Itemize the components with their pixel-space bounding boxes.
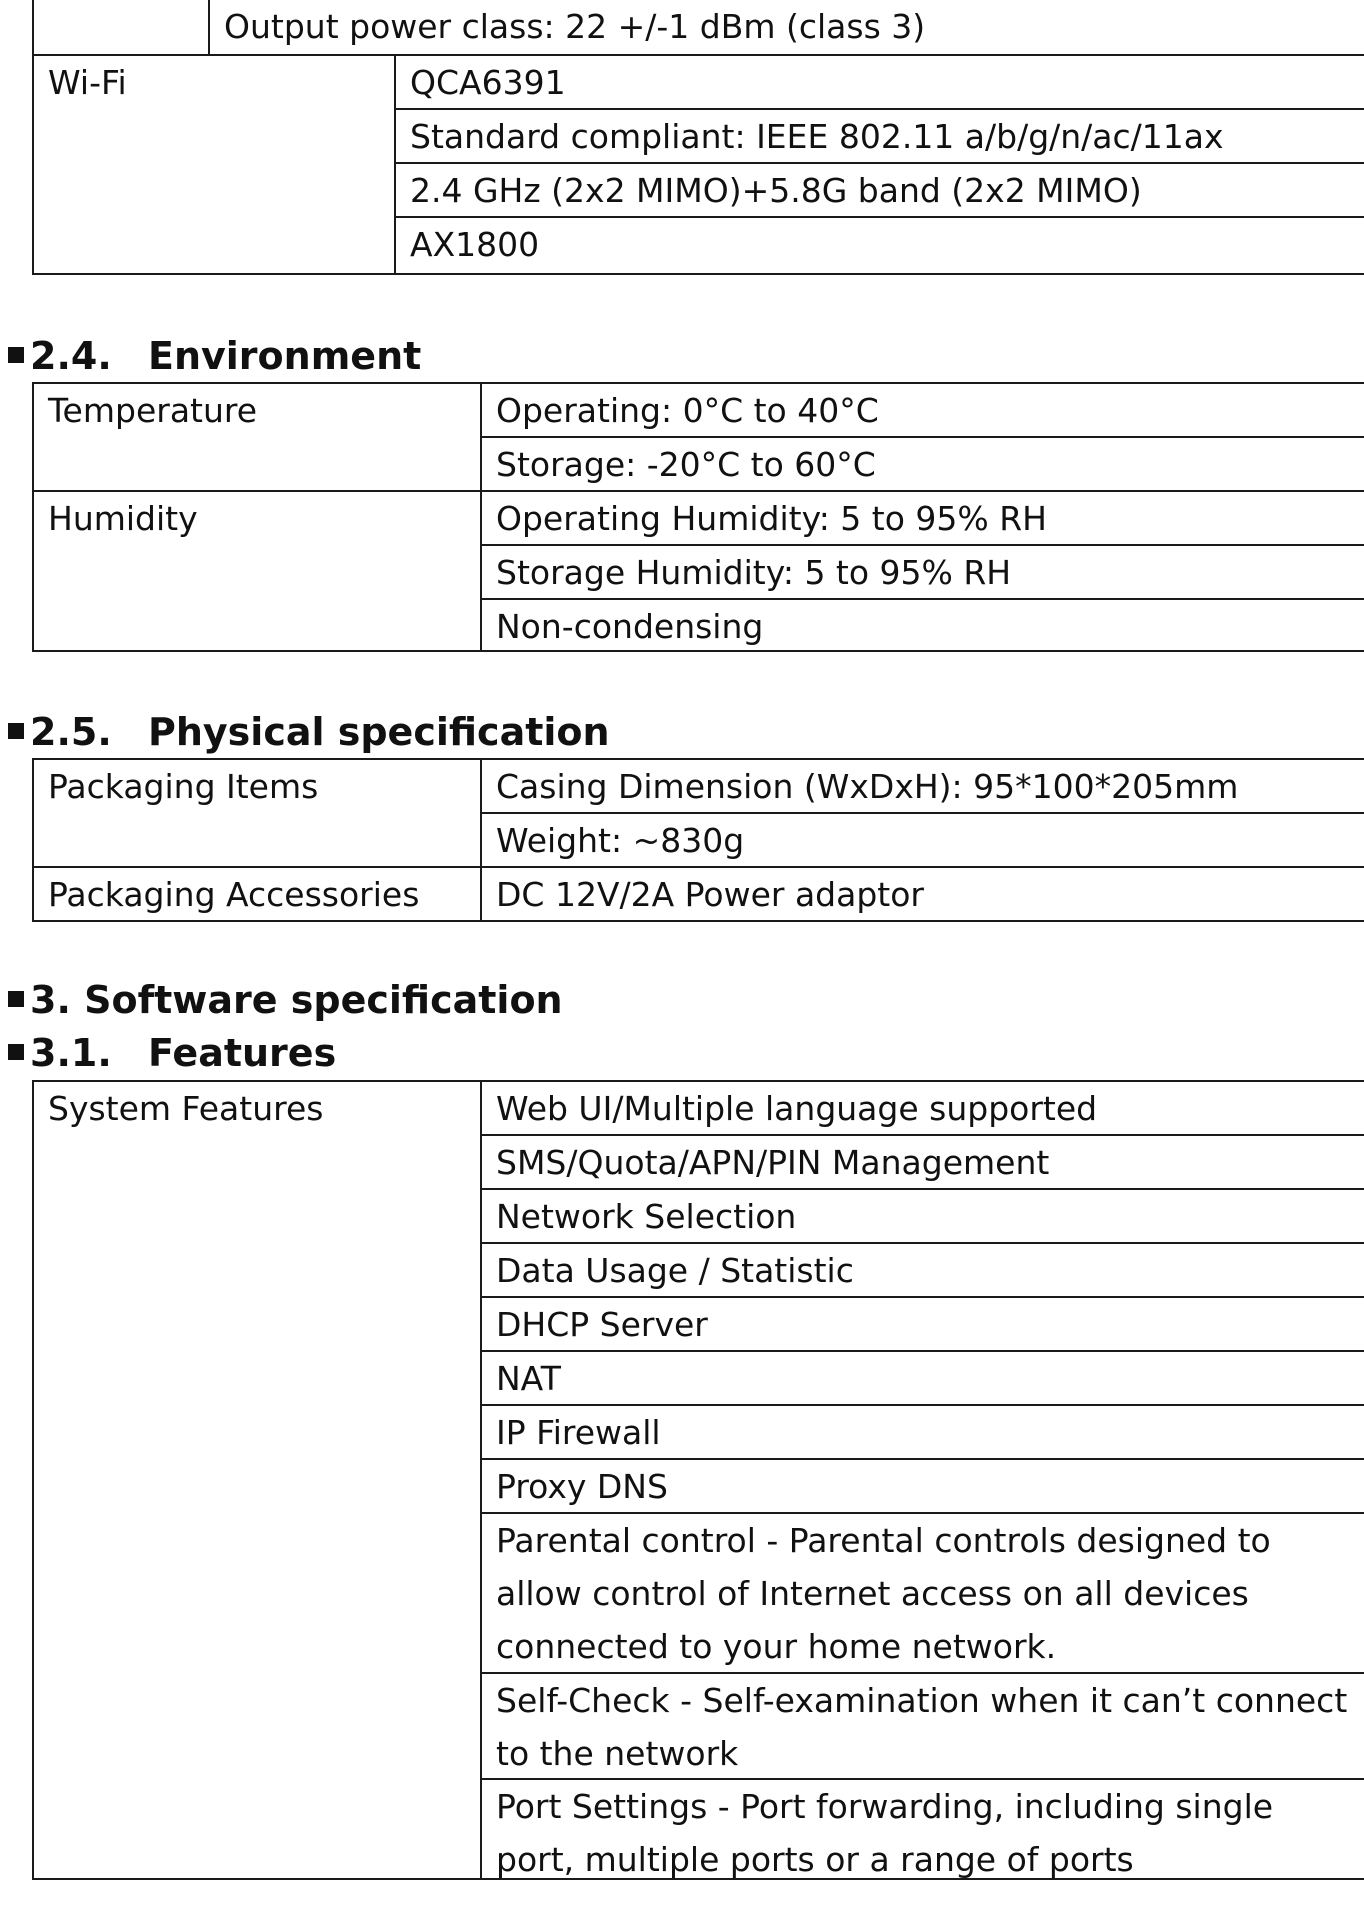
wifi-standard-cell: Standard compliant: IEEE 802.11 a/b/g/n/ac/11ax (410, 117, 1224, 156)
storage-temp-cell: Storage: -20°C to 60°C (496, 445, 876, 484)
feature-item-parental-control: Parental control - Parental controls designed to allow control of Internet access on all devices connected to your home network. (496, 1521, 1271, 1666)
feature-item: Web UI/Multiple language supported (496, 1089, 1098, 1128)
wifi-label: Wi-Fi (48, 63, 127, 102)
section-heading-software (8, 974, 563, 1026)
square-bullet-icon (8, 347, 24, 363)
square-bullet-icon (8, 723, 24, 739)
section-number: 2.4. (30, 334, 112, 378)
feature-item: Network Selection (496, 1197, 797, 1236)
features-table (32, 1080, 1364, 1880)
wifi-class-cell: AX1800 (410, 225, 540, 264)
environment-table (32, 382, 1364, 652)
feature-item: NAT (496, 1359, 561, 1398)
section-heading-environment (8, 330, 422, 382)
section-title: Software specification (84, 978, 563, 1022)
feature-item: Data Usage / Statistic (496, 1251, 854, 1290)
wifi-spec-table (32, 0, 1364, 275)
packaging-items-label: Packaging Items (48, 767, 319, 806)
feature-item: IP Firewall (496, 1413, 661, 1452)
humidity-label: Humidity (48, 499, 198, 538)
feature-item: DHCP Server (496, 1305, 708, 1344)
casing-dimension-cell: Casing Dimension (WxDxH): 95*100*205mm (496, 767, 1239, 806)
non-condensing-cell: Non-condensing (496, 607, 764, 646)
storage-humidity-cell: Storage Humidity: 5 to 95% RH (496, 553, 1012, 592)
physical-spec-table (32, 758, 1364, 922)
section-title: Environment (148, 334, 422, 378)
section-number: 2.5. (30, 710, 112, 754)
power-adaptor-cell: DC 12V/2A Power adaptor (496, 875, 924, 914)
section-number: 3.1. (30, 1031, 112, 1075)
packaging-accessories-label: Packaging Accessories (48, 875, 420, 914)
feature-item-port-settings: Port Settings - Port forwarding, including single port, multiple ports or a range of ports (496, 1787, 1274, 1879)
feature-item: Proxy DNS (496, 1467, 668, 1506)
square-bullet-icon (8, 991, 24, 1007)
section-title: Physical specification (148, 710, 610, 754)
operating-temp-cell: Operating: 0°C to 40°C (496, 391, 879, 430)
section-number: 3. (30, 978, 71, 1022)
weight-cell: Weight: ~830g (496, 821, 745, 860)
system-features-label: System Features (48, 1089, 324, 1128)
wifi-chipset-cell: QCA6391 (410, 63, 566, 102)
operating-humidity-cell: Operating Humidity: 5 to 95% RH (496, 499, 1047, 538)
section-heading-features (8, 1027, 337, 1079)
output-power-cell: Output power class: 22 +/-1 dBm (class 3) (224, 7, 926, 46)
feature-item-self-check: Self-Check - Self-examination when it can’t connect to the network (496, 1681, 1348, 1773)
feature-item: SMS/Quota/APN/PIN Management (496, 1143, 1050, 1182)
section-heading-physical (8, 706, 610, 758)
temperature-label: Temperature (48, 391, 258, 430)
section-title: Features (148, 1031, 337, 1075)
wifi-band-cell: 2.4 GHz (2x2 MIMO)+5.8G band (2x2 MIMO) (410, 171, 1142, 210)
square-bullet-icon (8, 1044, 24, 1060)
